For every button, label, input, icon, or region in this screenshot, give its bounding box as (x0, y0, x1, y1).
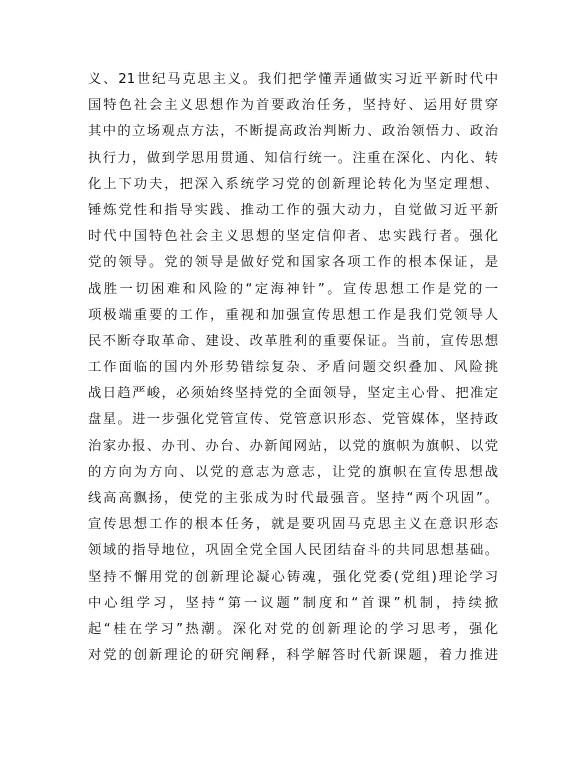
text-line-13: 战日趋严峻，必须始终坚持党的全面领导，坚定主心骨、把准定 (88, 386, 498, 402)
text-line-23: 对党的创新理论的研究阐释，科学解答时代新课题，着力推进 (88, 648, 498, 664)
text-line-10: 项极端重要的工作，重视和加强宣传思想工作是我们党领导人 (88, 307, 498, 323)
text-line-17: 线高高飘扬，使党的主张成为时代最强音。坚持“两个巩固”。 (88, 491, 498, 506)
text-line-8: 党的领导。党的领导是做好党和国家各项工作的根本保证，是 (88, 255, 498, 271)
body-text (88, 67, 498, 669)
text-line-14: 盘星。进一步强化党管宣传、党管意识形态、党管媒体，坚持政 (88, 412, 498, 428)
text-line-7: 时代中国特色社会主义思想的坚定信仰者、忠实践行者。强化 (88, 229, 498, 245)
text-line-9: 战胜一切困难和风险的“定海神针”。宣传思想工作是党的一 (88, 281, 498, 297)
text-line-5: 化上下功夫，把深入系统学习党的创新理论转化为坚定理想、 (88, 176, 498, 192)
text-line-19: 领域的指导地位，巩固全党全国人民团结奋斗的共同思想基础。 (88, 543, 498, 559)
text-line-15: 治家办报、办刊、办台、办新闻网站，以党的旗帜为旗帜、以党 (88, 438, 498, 454)
text-line-12: 工作面临的国内外形势错综复杂、矛盾问题交织叠加、风险挑 (88, 360, 498, 376)
text-line-18: 宣传思想工作的根本任务，就是要巩固马克思主义在意识形态 (88, 517, 498, 533)
text-line-21: 中心组学习，坚持“第一议题”制度和“首课”机制，持续掀 (88, 595, 498, 611)
text-line-20: 坚持不懈用党的创新理论凝心铸魂，强化党委(党组)理论学习 (88, 569, 498, 585)
text-line-6: 锤炼党性和指导实践、推动工作的强大动力，自觉做习近平新 (88, 202, 498, 218)
text-line-11: 民不断夺取革命、建设、改革胜利的重要保证。当前，宣传思想 (88, 333, 498, 349)
text-line-3: 其中的立场观点方法，不断提高政治判断力、政治领悟力、政治 (88, 124, 498, 140)
text-line-2: 国特色社会主义思想作为首要政治任务，坚持好、运用好贯穿 (88, 98, 498, 114)
text-line-16: 的方向为方向、以党的意志为意志，让党的旗帜在宣传思想战 (88, 464, 498, 480)
text-line-22: 起“桂在学习”热潮。深化对党的创新理论的学习思考，强化 (88, 621, 498, 637)
text-line-1: 义、21世纪马克思主义。我们把学懂弄通做实习近平新时代中 (88, 72, 498, 87)
text-line-4: 执行力，做到学思用贯通、知信行统一。注重在深化、内化、转 (88, 150, 498, 166)
